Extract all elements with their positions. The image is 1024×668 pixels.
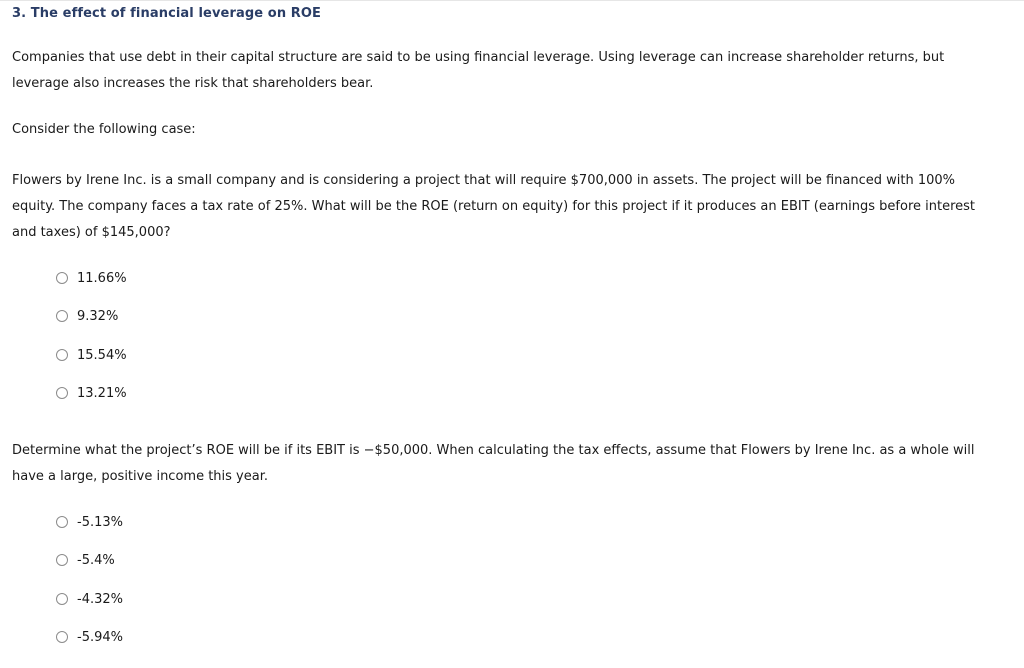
part2-option-2[interactable]	[56, 553, 123, 591]
part1-option-1[interactable]	[56, 271, 127, 309]
top-divider	[0, 0, 1024, 1]
part2-line-2: have a large, positive income this year.	[12, 469, 269, 484]
option-label: -5.4%	[77, 553, 115, 569]
part1-option-3[interactable]	[56, 348, 127, 386]
consider-line: Consider the following case:	[12, 122, 196, 137]
radio-button-icon[interactable]	[56, 593, 68, 605]
intro-paragraph	[12, 45, 1002, 97]
option-label: -5.13%	[77, 515, 123, 530]
part2-option-3[interactable]	[56, 592, 123, 630]
consider-text	[12, 117, 1002, 143]
radio-button-icon[interactable]	[56, 387, 68, 399]
intro-line-1: Companies that use debt in their capital structure are said to be using financial leverage. Using leverage can increase shareholder returns, but	[12, 50, 945, 65]
case-line-2: equity. The company faces a tax rate of 25%. What will be the ROE (return on equity) for this project if it produces an EBIT (earnings before interest	[12, 199, 976, 214]
option-label: -5.94%	[77, 629, 123, 645]
radio-button-icon[interactable]	[56, 554, 68, 566]
case-line-1: Flowers by Irene Inc. is a small company and is considering a project that will require $700,000 in assets. The project will be financed with 100%	[12, 173, 956, 188]
part2-option-4[interactable]	[56, 630, 123, 668]
case-line-3: and taxes) of $145,000?	[12, 225, 171, 240]
part1-option-4[interactable]	[56, 386, 127, 424]
radio-button-icon[interactable]	[56, 631, 68, 643]
question-title: 3. The effect of financial leverage on ROE	[12, 6, 322, 21]
part2-option-1[interactable]	[56, 515, 123, 553]
option-label: -4.32%	[77, 591, 123, 607]
part1-option-2[interactable]	[56, 309, 127, 347]
radio-button-icon[interactable]	[56, 349, 68, 361]
radio-button-icon[interactable]	[56, 516, 68, 528]
option-label: 9.32%	[77, 309, 119, 325]
case-paragraph	[12, 168, 1002, 246]
option-label: 13.21%	[77, 385, 127, 401]
part2-options	[56, 515, 123, 668]
option-label: 15.54%	[77, 347, 127, 363]
part1-options	[56, 271, 127, 424]
radio-button-icon[interactable]	[56, 272, 68, 284]
radio-button-icon[interactable]	[56, 310, 68, 322]
option-label: 11.66%	[77, 271, 127, 286]
part2-line-1: Determine what the project’s ROE will be if its EBIT is −$50,000. When calculating the tax effects, assume that Flowers by Irene Inc. as a whole will	[12, 443, 975, 458]
part2-prompt	[12, 438, 1002, 490]
intro-line-2: leverage also increases the risk that shareholders bear.	[12, 76, 374, 91]
